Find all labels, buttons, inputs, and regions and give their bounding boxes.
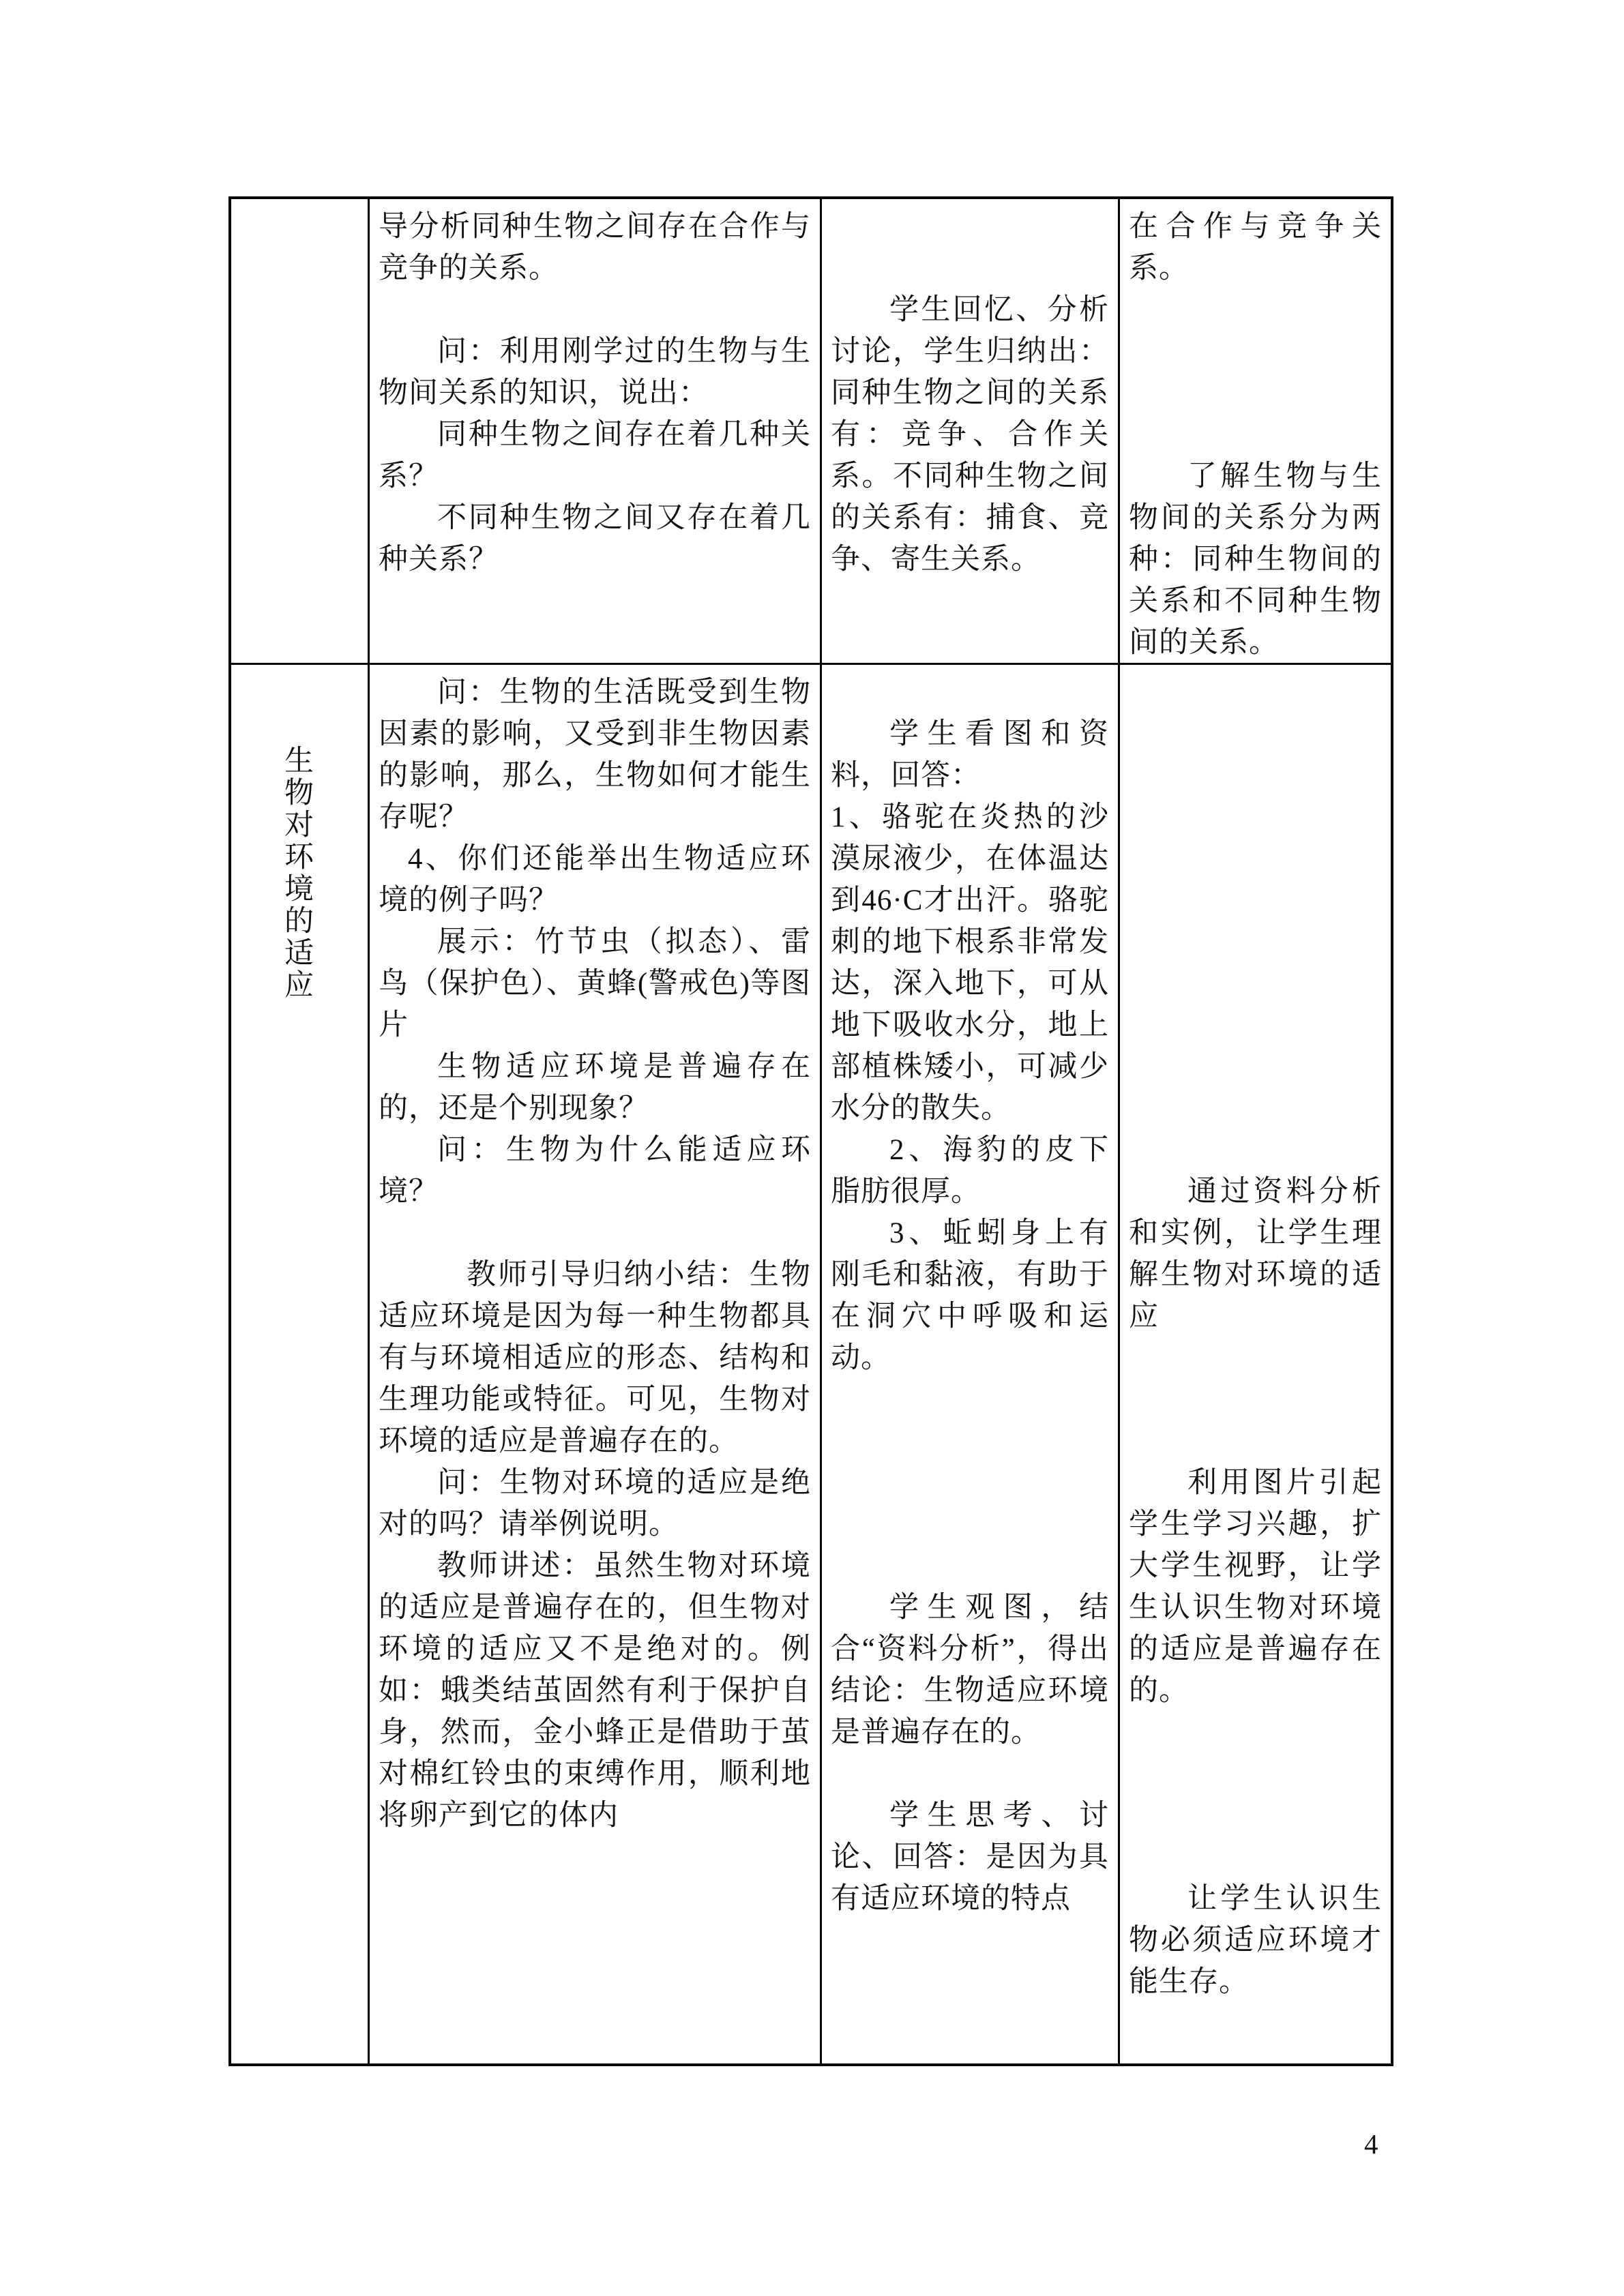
cell-teacher-activity [370, 665, 822, 2063]
paragraph: 教师引导归纳小结：生物适应环境是因为每一种生物都具有与环境相适应的形态、结构和生理功能或特征。可见，生物对环境的适应是普遍存在的。 [379, 1259, 811, 1457]
row-label-char: 境 [284, 874, 314, 906]
cell-topic-label [231, 665, 370, 2063]
paragraph: 学生思考、讨论、回答：是因为具有适应环境的特点 [831, 1800, 1109, 1915]
paragraph: 3、蚯蚓身上有刚毛和黏液，有助于在洞穴中呼吸和运动。 [831, 1217, 1109, 1374]
row-label-char: 的 [284, 906, 314, 938]
paragraph: 问：利用刚学过的生物与生物间关系的知识，说出： [379, 336, 811, 409]
cell-design-intent-continued [1120, 199, 1391, 665]
paragraph: 生物适应环境是普遍存在的，还是个别现象？ [379, 1051, 811, 1124]
paragraph: 学生观图，结合“资料分析”，得出结论：生物适应环境是普遍存在的。 [831, 1592, 1109, 1748]
paragraph: 4、你们还能举出生物适应环境的例子吗？ [379, 843, 811, 916]
paragraph: 导分析同种生物之间存在合作与竞争的关系。 [379, 211, 811, 284]
page-number: 4 [1364, 2128, 1378, 2160]
paragraph: 教师讲述：虽然生物对环境的适应是普遍存在的，但生物对环境的适应又不是绝对的。例如：蛾类结茧固然有利于保护自身，然而，金小蜂正是借助于茧对棉红铃虫的束缚作用，顺利地将卵产到它的体内 [379, 1550, 811, 1832]
paragraph: 不同种生物之间又存在着几种关系？ [379, 502, 811, 576]
row-label-char: 对 [284, 809, 314, 841]
row-label-char: 物 [284, 777, 314, 809]
row-label-char: 生 [284, 745, 314, 777]
paragraph: 展示：竹节虫（拟态）、雷鸟（保护色）、黄蜂(警戒色)等图片 [379, 926, 811, 1041]
cell-student-activity-continued [822, 199, 1120, 665]
paragraph: 问：生物对环境的适应是绝对的吗？请举例说明。 [379, 1467, 811, 1540]
cell-teacher-activity-continued [370, 199, 822, 665]
paragraph: 问：生物为什么能适应环境？ [379, 1134, 811, 1208]
cell-design-intent [1120, 665, 1391, 2063]
cell-topic-empty [231, 199, 370, 665]
paragraph: 让学生认识生物必须适应环境才能生存。 [1129, 1883, 1382, 1998]
paragraph: 了解生物与生物间的关系分为两种：同种生物间的关系和不同种生物间的关系。 [1129, 460, 1382, 659]
paragraph: 1、骆驼在炎热的沙漠尿液少，在体温达到46·C才出汗。骆驼刺的地下根系非常发达，深入地下，可从地下吸收水分，地上部植株矮小，可减少水分的散失。 [831, 801, 1109, 1124]
paragraph: 同种生物之间存在着几种关系？ [379, 419, 811, 492]
paragraph: 学生回忆、分析讨论，学生归纳出：同种生物之间的关系有：竞争、合作关系。不同种生物之间的关系有：捕食、竞争、寄生关系。 [831, 294, 1109, 576]
row-label-char: 应 [284, 970, 314, 1002]
cell-student-activity [822, 665, 1120, 2063]
paragraph: 在合作与竞争关系。 [1129, 211, 1382, 284]
paragraph: 利用图片引起学生学习兴趣，扩大学生视野，让学生认识生物对环境的适应是普遍存在的。 [1129, 1467, 1382, 1707]
row-label-char: 环 [284, 841, 314, 874]
row-label-char: 适 [284, 938, 314, 970]
lesson-plan-table [228, 196, 1393, 2066]
paragraph: 问：生物的生活既受到生物因素的影响，又受到非生物因素的影响，那么，生物如何才能生存呢？ [379, 676, 811, 833]
paragraph: 通过资料分析和实例，让学生理解生物对环境的适应 [1129, 1176, 1382, 1332]
paragraph: 2、海豹的皮下脂肪很厚。 [831, 1134, 1109, 1208]
paragraph: 学生看图和资料，回答： [831, 718, 1109, 792]
